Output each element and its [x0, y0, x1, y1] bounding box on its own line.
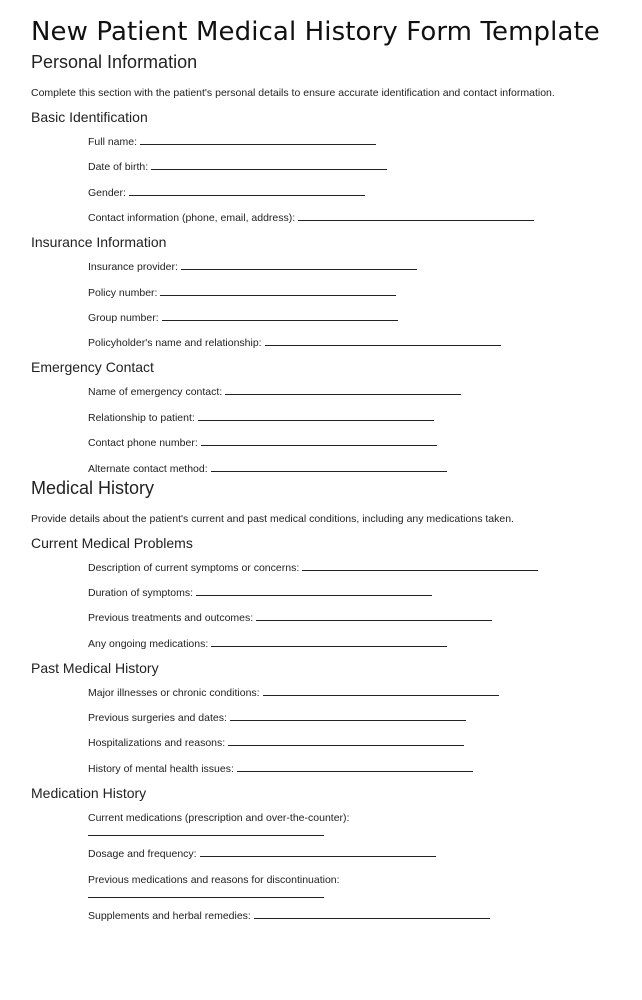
field-emergency-contact-name — [88, 385, 621, 399]
section-heading-medical-history: Medical History — [31, 477, 155, 498]
section-description-personal: Complete this section with the patient's personal details to ensure accurate identification and contact information. — [31, 87, 555, 99]
field-label: Hospitalizations and reasons: — [88, 737, 226, 750]
subheading-medication-history: Medication History — [31, 784, 147, 801]
field-gender — [88, 186, 621, 200]
field-label: Major illnesses or chronic conditions: — [88, 686, 260, 699]
subheading-basic-identification: Basic Identification — [31, 109, 148, 125]
field-label: Current medications (prescription and over-the-counter): — [88, 811, 350, 824]
field-label: Name of emergency contact: — [88, 386, 223, 399]
field-label: Any ongoing medications: — [88, 637, 209, 650]
field-label: Policy number: — [88, 286, 158, 299]
field-list-current-problems — [31, 561, 621, 651]
fill-in-line[interactable] — [181, 268, 417, 270]
fill-in-line[interactable] — [265, 344, 501, 346]
field-hospitalizations — [88, 736, 621, 750]
subheading-emergency-contact: Emergency Contact — [31, 359, 154, 376]
field-label: Alternate contact method: — [88, 462, 208, 475]
field-previous-medications — [88, 873, 621, 898]
fill-in-line[interactable] — [162, 319, 398, 321]
field-duration-of-symptoms — [88, 586, 621, 600]
field-insurance-provider — [88, 260, 621, 274]
fill-in-line[interactable] — [298, 219, 534, 221]
fill-in-line[interactable] — [230, 719, 466, 721]
field-full-name — [88, 135, 621, 149]
field-contact-phone-number — [88, 436, 621, 450]
section-description-medical: Provide details about the patient's current and past medical conditions, including any medications taken. — [31, 512, 514, 525]
field-label: Insurance provider: — [88, 261, 178, 274]
field-label: Gender: — [88, 186, 126, 199]
fill-in-line[interactable] — [140, 143, 376, 145]
field-label: Description of current symptoms or concerns: — [88, 561, 300, 574]
subheading-insurance-information: Insurance Information — [31, 234, 167, 251]
field-label: Supplements and herbal remedies: — [88, 910, 251, 923]
field-relationship-to-patient — [88, 411, 621, 425]
field-supplements — [88, 909, 621, 923]
field-label: History of mental health issues: — [88, 762, 234, 775]
fill-in-line[interactable] — [302, 569, 538, 571]
field-label: Policyholder's name and relationship: — [88, 337, 262, 350]
fill-in-line[interactable] — [129, 194, 365, 196]
fill-in-line[interactable] — [196, 594, 432, 596]
field-date-of-birth — [88, 160, 621, 174]
field-ongoing-medications — [88, 637, 621, 651]
field-label: Group number: — [88, 311, 159, 324]
field-label: Duration of symptoms: — [88, 586, 194, 599]
field-list-past-history — [31, 686, 621, 776]
fill-in-line[interactable] — [211, 470, 447, 472]
field-label: Contact phone number: — [88, 437, 198, 450]
field-label: Dosage and frequency: — [88, 848, 197, 861]
field-list-insurance — [31, 260, 621, 350]
fill-in-line[interactable] — [211, 645, 447, 647]
fill-in-line[interactable] — [256, 619, 492, 621]
field-alternate-contact-method — [88, 462, 621, 476]
fill-in-line[interactable] — [198, 419, 434, 421]
field-list-medication-history — [31, 811, 621, 923]
field-policy-number — [88, 286, 621, 300]
fill-in-line[interactable] — [160, 294, 396, 296]
fill-in-line[interactable] — [200, 855, 436, 857]
fill-in-line[interactable] — [237, 770, 473, 772]
field-label: Previous surgeries and dates: — [88, 712, 227, 725]
field-list-emergency-contact — [31, 385, 621, 475]
subheading-past-medical-history: Past Medical History — [31, 659, 159, 676]
field-previous-surgeries — [88, 711, 621, 725]
fill-in-line[interactable] — [151, 168, 387, 170]
form-page — [31, 14, 621, 923]
fill-in-line[interactable] — [228, 744, 464, 746]
fill-in-line[interactable] — [201, 444, 437, 446]
field-label: Previous medications and reasons for discontinuation: — [88, 873, 340, 886]
field-current-symptoms — [88, 561, 621, 575]
fill-in-line[interactable] — [254, 917, 490, 919]
field-mental-health-history — [88, 762, 621, 776]
field-label: Contact information (phone, email, address): — [88, 212, 296, 225]
field-contact-information — [88, 211, 621, 225]
fill-in-line[interactable] — [263, 694, 499, 696]
field-previous-treatments — [88, 611, 621, 625]
field-label: Full name: — [88, 136, 138, 148]
field-current-medications — [88, 811, 621, 836]
document-title: New Patient Medical History Form Template — [31, 17, 600, 47]
field-list-basic-identification — [31, 135, 621, 225]
field-label: Date of birth: — [88, 161, 149, 174]
field-major-illnesses — [88, 686, 621, 700]
subheading-current-medical-problems: Current Medical Problems — [31, 534, 193, 551]
fill-in-line[interactable] — [88, 897, 324, 898]
section-heading-personal-information: Personal Information — [31, 52, 198, 72]
field-label: Previous treatments and outcomes: — [88, 612, 254, 625]
field-dosage-and-frequency — [88, 847, 621, 861]
field-policyholder — [88, 336, 621, 350]
field-group-number — [88, 311, 621, 325]
fill-in-line[interactable] — [88, 835, 324, 836]
field-label: Relationship to patient: — [88, 411, 195, 424]
fill-in-line[interactable] — [225, 393, 461, 395]
